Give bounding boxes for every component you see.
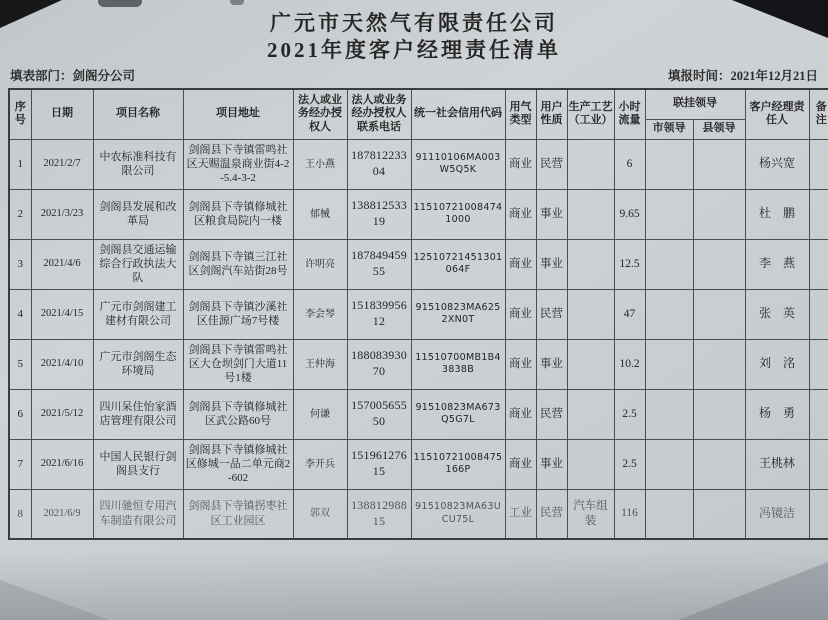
table-row <box>9 189 828 239</box>
cell-city-leader <box>645 139 693 189</box>
cell-hourly-flow: 2.5 <box>614 389 645 439</box>
cell-credit-code: 91110106MA003W5Q5K <box>411 139 505 189</box>
cell-process <box>567 289 614 339</box>
cell-remark <box>809 389 828 439</box>
cell-authorized-person: 李会琴 <box>293 289 347 339</box>
cell-city-leader <box>645 389 693 439</box>
cell-manager: 杜 鹏 <box>745 189 809 239</box>
cell-manager: 李 燕 <box>745 239 809 289</box>
cell-manager: 杨兴宽 <box>745 139 809 189</box>
cell-process <box>567 139 614 189</box>
cell-phone: 13881298815 <box>347 489 411 539</box>
cell-authorized-person: 王仲海 <box>293 339 347 389</box>
cell-manager: 刘 洺 <box>745 339 809 389</box>
cell-credit-code: 12510721451301064F <box>411 239 505 289</box>
cell-project-name: 广元市剑阁建工建材有限公司 <box>93 289 183 339</box>
cell-project-name: 四川驰恒专用汽车制造有限公司 <box>93 489 183 539</box>
cell-process <box>567 389 614 439</box>
cell-authorized-person: 王小燕 <box>293 139 347 189</box>
col-header-remark: 备注 <box>809 89 828 139</box>
col-header-phone: 法人或业务经办授权人联系电话 <box>347 89 411 139</box>
cell-hourly-flow: 12.5 <box>614 239 645 289</box>
cell-hourly-flow: 2.5 <box>614 439 645 489</box>
col-header-hourly-flow: 小时流量 <box>614 89 645 139</box>
cell-authorized-person: 李开兵 <box>293 439 347 489</box>
table-row <box>9 339 828 389</box>
cell-project-name: 四川呆住怡家酒店管理有限公司 <box>93 389 183 439</box>
cell-hourly-flow: 10.2 <box>614 339 645 389</box>
table-header <box>9 89 828 139</box>
cell-remark <box>809 189 828 239</box>
cell-seq: 6 <box>9 389 31 439</box>
cell-city-leader <box>645 289 693 339</box>
cell-user-nature: 民营 <box>536 489 567 539</box>
cell-seq: 5 <box>9 339 31 389</box>
table-row <box>9 139 828 189</box>
cell-seq: 4 <box>9 289 31 339</box>
cell-gas-type: 商业 <box>505 189 536 239</box>
table-row <box>9 239 828 289</box>
cell-authorized-person: 郁械 <box>293 189 347 239</box>
cell-credit-code: 115107210084741000 <box>411 189 505 239</box>
cell-manager: 杨 勇 <box>745 389 809 439</box>
cell-project-name: 中农标准科技有限公司 <box>93 139 183 189</box>
cell-authorized-person: 郭双 <box>293 489 347 539</box>
col-header-gas-type: 用气类型 <box>505 89 536 139</box>
cell-seq: 2 <box>9 189 31 239</box>
cell-project-address: 剑阁县下寺镇拐枣社区工业园区 <box>183 489 293 539</box>
photo-corner-bottom-left <box>0 580 110 620</box>
cell-seq: 7 <box>9 439 31 489</box>
cell-county-leader <box>693 239 745 289</box>
col-header-user-nature: 用户性质 <box>536 89 567 139</box>
photo-corner-bottom-right <box>678 562 828 620</box>
col-header-manager: 客户经理责任人 <box>745 89 809 139</box>
cell-remark <box>809 239 828 289</box>
cell-date: 2021/6/9 <box>31 489 93 539</box>
cell-county-leader <box>693 339 745 389</box>
cell-remark <box>809 489 828 539</box>
cell-city-leader <box>645 489 693 539</box>
cell-city-leader <box>645 239 693 289</box>
cell-gas-type: 商业 <box>505 439 536 489</box>
meta-row <box>10 66 818 84</box>
cell-phone: 15183995612 <box>347 289 411 339</box>
cell-phone: 18808393070 <box>347 339 411 389</box>
cell-manager: 张 英 <box>745 289 809 339</box>
cell-process: 汽车组装 <box>567 489 614 539</box>
photo-edge-mark-small <box>230 0 244 5</box>
cell-county-leader <box>693 289 745 339</box>
cell-manager: 冯镜洁 <box>745 489 809 539</box>
col-header-project-address: 项目地址 <box>183 89 293 139</box>
cell-credit-code: 91510823MA673Q5G7L <box>411 389 505 439</box>
cell-manager: 王桃林 <box>745 439 809 489</box>
cell-phone: 18781223304 <box>347 139 411 189</box>
col-header-linked-leaders: 联挂领导 <box>645 89 745 119</box>
cell-hourly-flow: 47 <box>614 289 645 339</box>
report-time: 填报时间：2021年12月21日 <box>667 69 818 83</box>
cell-project-address: 剑阁县下寺镇三江社区剑阁汽车站街28号 <box>183 239 293 289</box>
table-row <box>9 439 828 489</box>
cell-project-name: 剑阁县交通运输综合行政执法大队 <box>93 239 183 289</box>
cell-gas-type: 工业 <box>505 489 536 539</box>
cell-process <box>567 439 614 489</box>
cell-date: 2021/4/10 <box>31 339 93 389</box>
cell-gas-type: 商业 <box>505 339 536 389</box>
col-header-credit-code: 统一社会信用代码 <box>411 89 505 139</box>
table-row <box>9 289 828 339</box>
cell-gas-type: 商业 <box>505 389 536 439</box>
cell-project-address: 剑阁县下寺镇沙溪社区佳源广场7号楼 <box>183 289 293 339</box>
cell-gas-type: 商业 <box>505 289 536 339</box>
cell-credit-code: 11510721008475166P <box>411 439 505 489</box>
col-header-county-leader: 县领导 <box>693 119 745 139</box>
cell-date: 2021/3/23 <box>31 189 93 239</box>
document-title <box>0 10 828 64</box>
cell-user-nature: 民营 <box>536 139 567 189</box>
cell-phone: 15196127615 <box>347 439 411 489</box>
cell-remark <box>809 439 828 489</box>
cell-remark <box>809 339 828 389</box>
cell-project-address: 剑阁县下寺镇修城社区武公路60号 <box>183 389 293 439</box>
cell-process <box>567 339 614 389</box>
cell-county-leader <box>693 489 745 539</box>
cell-authorized-person: 许明亮 <box>293 239 347 289</box>
title-company: 广元市天然气有限责任公司 <box>270 11 558 35</box>
cell-credit-code: 91510823MA63UCU75L <box>411 489 505 539</box>
cell-phone: 15700565550 <box>347 389 411 439</box>
cell-user-nature: 事业 <box>536 189 567 239</box>
cell-county-leader <box>693 189 745 239</box>
cell-seq: 1 <box>9 139 31 189</box>
table-body <box>9 139 828 539</box>
cell-city-leader <box>645 439 693 489</box>
cell-city-leader <box>645 189 693 239</box>
cell-project-address: 剑阁县下寺镇雷鸣社区天赐温泉商业街4-2-5.4-3-2 <box>183 139 293 189</box>
cell-county-leader <box>693 389 745 439</box>
cell-credit-code: 91510823MA6252XN0T <box>411 289 505 339</box>
filling-department: 填表部门：剑阁分公司 <box>10 69 136 83</box>
cell-project-name: 剑阁县发展和改革局 <box>93 189 183 239</box>
photo-edge-mark <box>98 0 142 7</box>
cell-user-nature: 民营 <box>536 389 567 439</box>
cell-project-name: 广元市剑阁生态环境局 <box>93 339 183 389</box>
cell-credit-code: 11510700MB1B43838B <box>411 339 505 389</box>
cell-project-address: 剑阁县下寺镇修城社区修城一品二单元商2-602 <box>183 439 293 489</box>
table-row <box>9 389 828 439</box>
cell-county-leader <box>693 139 745 189</box>
cell-date: 2021/4/6 <box>31 239 93 289</box>
col-header-date: 日期 <box>31 89 93 139</box>
table-row <box>9 489 828 539</box>
col-header-city-leader: 市领导 <box>645 119 693 139</box>
cell-hourly-flow: 116 <box>614 489 645 539</box>
cell-remark <box>809 289 828 339</box>
cell-process <box>567 189 614 239</box>
col-header-process: 生产工艺（工业） <box>567 89 614 139</box>
cell-remark <box>809 139 828 189</box>
cell-county-leader <box>693 439 745 489</box>
cell-date: 2021/4/15 <box>31 289 93 339</box>
cell-hourly-flow: 9.65 <box>614 189 645 239</box>
title-subject: 2021年度客户经理责任清单 <box>267 38 561 62</box>
cell-date: 2021/5/12 <box>31 389 93 439</box>
cell-date: 2021/2/7 <box>31 139 93 189</box>
cell-seq: 3 <box>9 239 31 289</box>
col-header-seq: 序号 <box>9 89 31 139</box>
col-header-authorized-person: 法人或业务经办授权人 <box>293 89 347 139</box>
cell-authorized-person: 何谦 <box>293 389 347 439</box>
cell-user-nature: 事业 <box>536 439 567 489</box>
cell-gas-type: 商业 <box>505 139 536 189</box>
cell-user-nature: 民营 <box>536 289 567 339</box>
col-header-project-name: 项目名称 <box>93 89 183 139</box>
cell-process <box>567 239 614 289</box>
cell-user-nature: 事业 <box>536 339 567 389</box>
cell-date: 2021/6/16 <box>31 439 93 489</box>
cell-hourly-flow: 6 <box>614 139 645 189</box>
cell-project-name: 中国人民银行剑阁县支行 <box>93 439 183 489</box>
cell-project-address: 剑阁县下寺镇雷鸣社区大仓坝剑门大道11号1楼 <box>183 339 293 389</box>
cell-phone: 13881253319 <box>347 189 411 239</box>
responsibility-table <box>8 88 828 540</box>
cell-seq: 8 <box>9 489 31 539</box>
cell-user-nature: 事业 <box>536 239 567 289</box>
cell-project-address: 剑阁县下寺镇修城社区粮食局院内一楼 <box>183 189 293 239</box>
cell-gas-type: 商业 <box>505 239 536 289</box>
cell-city-leader <box>645 339 693 389</box>
cell-phone: 18784945955 <box>347 239 411 289</box>
